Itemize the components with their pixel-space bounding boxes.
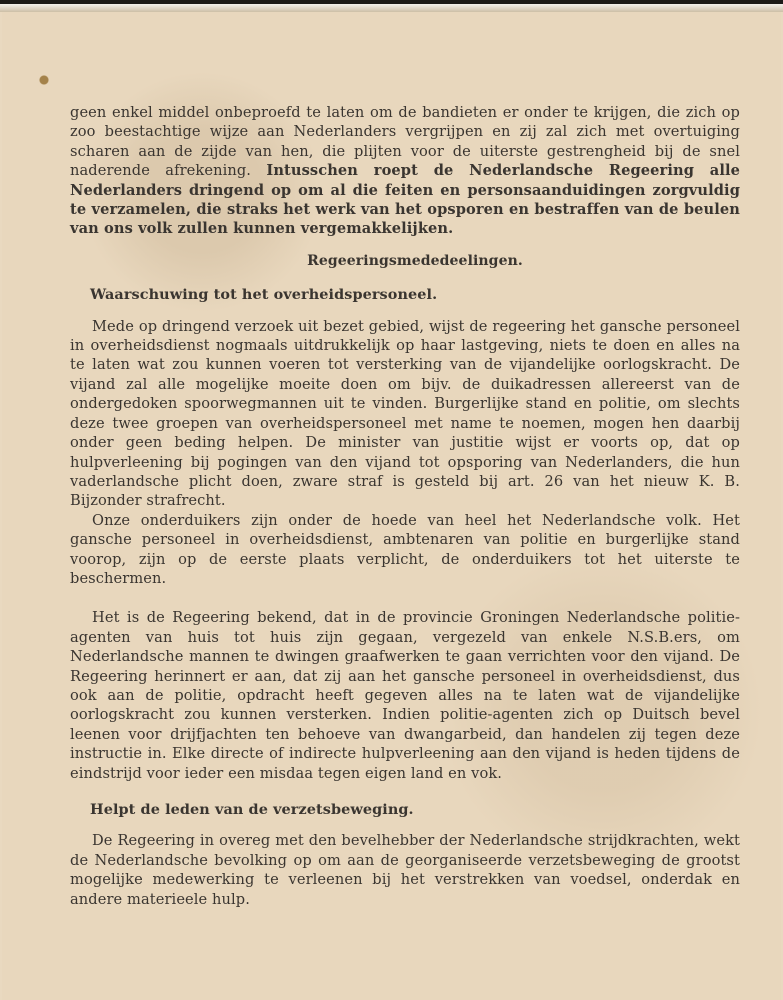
- resistance-paragraph: De Regeering in overeg met den bevelhebber der Nederlandsche strijdkrachten, wekt de Nederlandsche bevolking op om aan de georganiseerde verzetsbeweging de grootst mogelijke medewerking te verleenen bij het verstrekken van voedsel, onderdak en andere materieele hulp.: [70, 832, 740, 908]
- paper-top-edge: [0, 4, 783, 12]
- section-title: Regeeringsmededeelingen.: [307, 252, 523, 269]
- resistance-heading: Helpt de leden van de verzetsbeweging.: [90, 801, 414, 818]
- spacer: [70, 783, 740, 800]
- document-body: [70, 103, 740, 909]
- warning-paragraph-3: Het is de Regeering bekend, dat in de provincie Groningen Nederlandsche politie-agenten van huis tot huis zijn gegaan, vergezeld van enkele N.S.B.ers, om Nederlandsche mannen te dwingen graafwerken te gaan verrichten voor den vijand. De Regeering herinnert er aan, dat zij aan het gansche personeel in overheidsdienst, dus ook aan de politie, opdracht heeft gegeven alles na te laten wat de vijandelijke oorlogskracht zou kunnen versterken. Indien politie-agenten zich op Duitsch bevel leenen voor drijfjachten ten behoeve van dwangarbeid, dan handelen zij tegen deze instructie in. Elke directe of indirecte hulpverleening aan den vijand is heden tijdens de eindstrijd voor ieder een misdaa tegen eigen land en vok.: [70, 609, 740, 782]
- intro-paragraph: [70, 103, 740, 239]
- intro-text: geen enkel middel onbeproefd te laten om de bandieten er onder te krijgen, die zich op zoo beestachtige wijze aan Nederlanders vergrijpen en zij zal zich met overtuiging scharen aan de zijde van hen, die plijten voor de uiterste gestrengheid bij de snel naderende afrekening.: [70, 104, 740, 180]
- warning-heading: Waarschuwing tot het overheidspersoneel.: [90, 286, 438, 304]
- spacer: [70, 588, 740, 608]
- intro-bold-text: Intusschen roept de Nederlandsche Regeering alle Nederlanders dringend op om al die feiten en personsaanduidingen zorgvuldig te verzamelen, die straks het werk van het opsporen en bestraffen van de beulen van ons volk zullen kunnen vergemakkelijken.: [70, 162, 741, 238]
- warning-paragraph-2: Onze onderduikers zijn onder de hoede van heel het Nederlandsche volk. Het gansche personeel in overheidsdienst, ambtenaren van politie en burgerlijke stand voorop, zijn op de eerste plaats verplicht, de onderduikers tot het uiterste te beschermen.: [70, 511, 740, 587]
- warning-paragraph-1: Mede op dringend verzoek uit bezet gebied, wijst de regeering het gansche personeel in overheidsdienst nogmaals uitdrukkelijk op haar lastgeving, niets te doen en alles na te laten wat zou kunnen voeren tot versterking van de vijandelijke oorlogskracht. De vijand zal alle mogelijke moeite doen om bijv. de duikadressen allereerst van de ondergedoken spoorwegmannen uit te vinden. Burgerlijke stand en politie, om slechts deze twee groepen van overheidspersoneel met name te noemen, mogen hen daarbij onder geen beding helpen. De minister van justitie wijst er voorts op, dat op hulpverleening bij pogingen van den vijand tot opsporing van Nederlanders, die hun vaderlandsche plicht doen, zware straf is gesteld bij art. 26 van het nieuw K. B. Bijzonder strafrecht.: [70, 317, 740, 510]
